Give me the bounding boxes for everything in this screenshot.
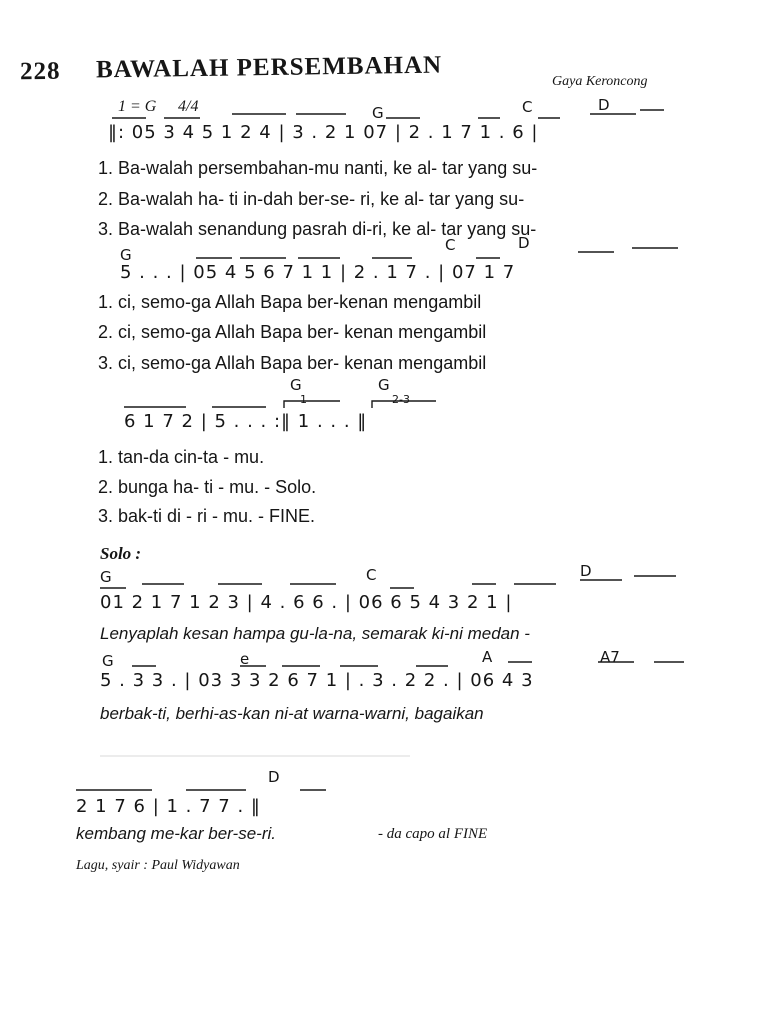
- notation-line: 01 2 1 7 1 2 3 | 4 . 6 6 . | 06 6 5 4 3 2 1 |: [100, 592, 513, 613]
- solo-lyric-line: kembang me-kar ber-se-ri.: [76, 824, 276, 843]
- lyric-verse-2: 2. ci, semo-ga Allah Bapa ber- kenan mengambil: [98, 322, 487, 342]
- chord-label: G: [378, 376, 390, 394]
- notation-line: 6 1 7 2 | 5 . . . :‖ 1 . . . ‖: [124, 411, 368, 432]
- chord-label: C: [522, 98, 533, 116]
- lyric-verse-3: 3. ci, semo-ga Allah Bapa ber- kenan mengambil: [98, 353, 487, 373]
- solo-lyric-line: berbak-ti, berhi-as-kan ni-at warna-warni, bagaikan: [100, 704, 484, 723]
- hymn-number: 228: [19, 57, 61, 86]
- lyric-verse-2: 2. bunga ha- ti - mu. - Solo.: [98, 477, 317, 497]
- time-signature: 4/4: [178, 98, 199, 115]
- style-label: Gaya Keroncong: [552, 74, 648, 89]
- key-signature: 1 = G: [118, 98, 157, 115]
- chord-label: A: [482, 648, 493, 666]
- chord-label: G: [100, 568, 112, 586]
- chord-label: e: [240, 650, 250, 668]
- chord-label: C: [445, 236, 456, 254]
- solo-line2-beams: [132, 662, 684, 666]
- volta-2-label: 2-3: [392, 393, 410, 406]
- lyric-verse-2: 2. Ba-walah ha- ti in-dah ber-se- ri, ke al- tar yang su-: [98, 189, 525, 209]
- lyric-verse-1: 1. Ba-walah persembahan-mu nanti, ke al- tar yang su-: [98, 158, 538, 178]
- notation-line: 2 1 7 6 | 1 . 7 7 . ‖: [76, 796, 261, 817]
- volta-1-bracket: [284, 401, 340, 408]
- chord-label: D: [268, 768, 280, 786]
- notation-line: 5 . 3 3 . | 03 3 3 2 6 7 1 | . 3 . 2 2 . | 06 4 3: [100, 670, 534, 691]
- chord-label: D: [598, 96, 610, 114]
- notation-line: 5 . . . | 05 4 5 6 7 1 1 | 2 . 1 7 . | 07 1 7: [120, 262, 516, 283]
- system2-beams: [196, 248, 678, 258]
- volta-1-label: 1: [300, 393, 307, 406]
- chord-label: G: [290, 376, 302, 394]
- chord-label: G: [120, 246, 132, 264]
- chord-label: A7: [600, 648, 620, 666]
- da-capo-direction: - da capo al FINE: [378, 826, 488, 842]
- lyric-verse-3: 3. Ba-walah senandung pasrah di-ri, ke al- tar yang su-: [98, 219, 537, 239]
- chord-label: C: [366, 566, 377, 584]
- notation-line: ‖: 05 3 4 5 1 2 4 | 3 . 2 1 07 | 2 . 1 7 1 . 6 |: [108, 122, 539, 143]
- system3-beams: [124, 401, 436, 408]
- chord-label: D: [580, 562, 592, 580]
- lyric-verse-1: 1. ci, semo-ga Allah Bapa ber-kenan mengambil: [98, 292, 482, 312]
- volta-2-bracket: [372, 401, 436, 408]
- chord-label: G: [102, 652, 114, 670]
- composer-credit: Lagu, syair : Paul Widyawan: [76, 858, 240, 873]
- lyric-verse-1: 1. tan-da cin-ta - mu.: [98, 447, 265, 467]
- solo-heading: Solo :: [100, 544, 142, 563]
- solo-line1-beams: [100, 576, 676, 588]
- system1-beams: [112, 110, 664, 118]
- chord-label: D: [518, 234, 530, 252]
- solo-lyric-line: Lenyaplah kesan hampa gu-la-na, semarak ki-ni medan -: [100, 624, 530, 643]
- hymn-title: BAWALAH PERSEMBAHAN: [95, 51, 443, 84]
- lyric-verse-3: 3. bak-ti di - ri - mu. - FINE.: [98, 506, 316, 526]
- chord-label: G: [372, 104, 384, 122]
